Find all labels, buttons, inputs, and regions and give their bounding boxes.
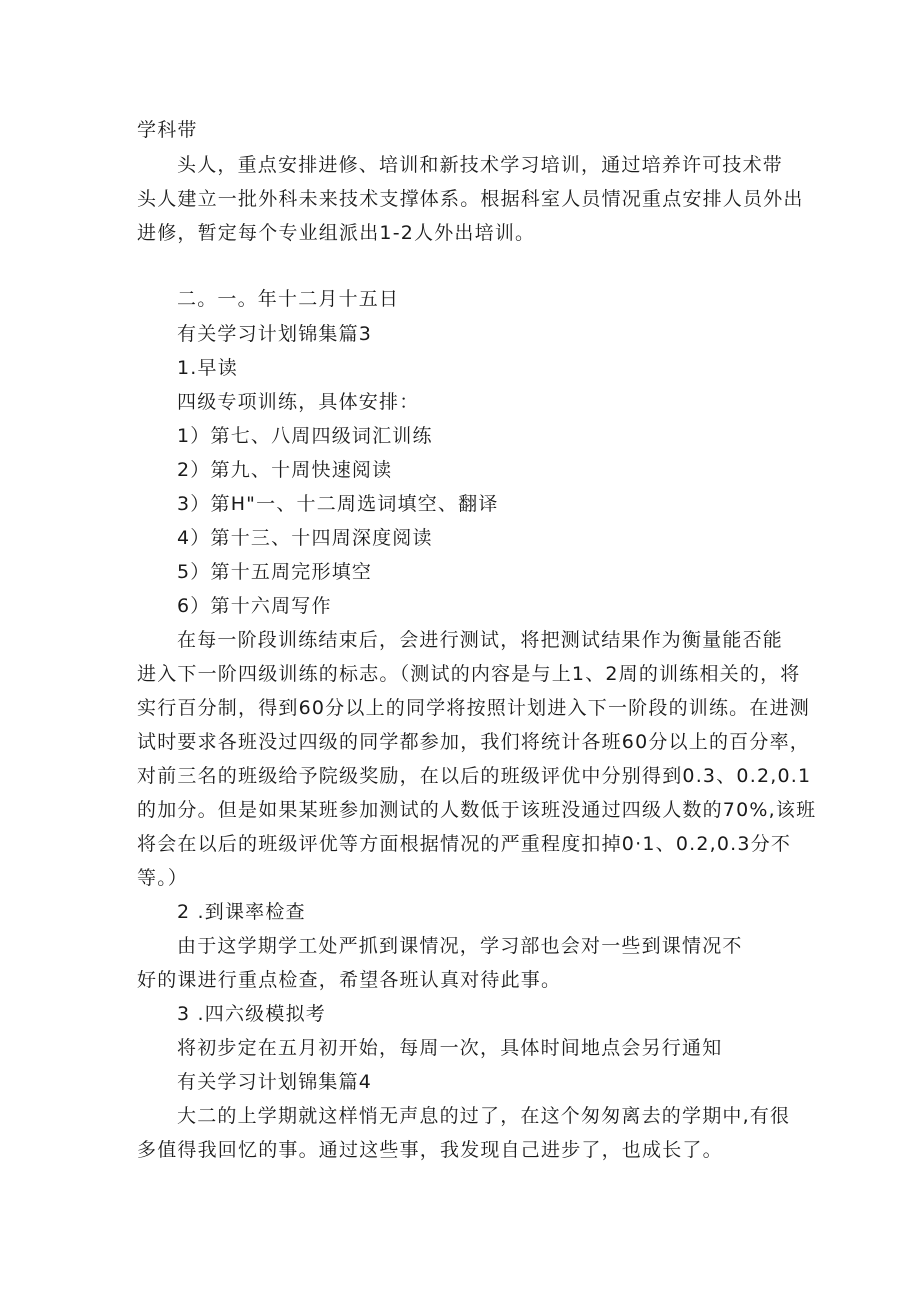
text-line-attendance-1: 由于这学期学工处严抓到课情况，学习部也会对一些到课情况不 — [177, 935, 743, 957]
text-line-attendance-2: 好的课进行重点检查，希望各班认真对待此事。 — [137, 969, 562, 991]
section-heading-4: 有关学习计划锦集篇4 — [177, 1071, 373, 1093]
text-line-test-3: 实行百分制，得到60分以上的同学将按照计划进入下一阶段的训练。在进测 — [137, 697, 810, 719]
subheading-mock-exam: 3 .四六级模拟考 — [177, 1003, 326, 1025]
list-item: 5）第十五周完形填空 — [177, 561, 373, 583]
date-line: 二。一。年十二月十五日 — [177, 288, 400, 310]
subheading-morning-read: 1.早读 — [177, 357, 238, 379]
list-item: 4）第十三、十四周深度阅读 — [177, 527, 433, 549]
list-item: 6）第十六周写作 — [177, 595, 332, 617]
text-line-intro-2: 头人，重点安排进修、培训和新技术学习培训，通过培养许可技术带 — [177, 154, 784, 176]
text-line-plan: 四级专项训练，具体安排： — [177, 391, 420, 413]
text-line-test-6: 的加分。但是如果某班参加测试的人数低于该班没通过四级人数的70%,该班 — [137, 799, 817, 821]
list-item: 1）第七、八周四级词汇训练 — [177, 425, 433, 447]
text-line-test-2: 进入下一阶四级训练的标志。（测试的内容是与上1、2周的训练相关的，将 — [137, 663, 801, 685]
list-item: 2）第九、十周快速阅读 — [177, 459, 393, 481]
text-line-test-7: 将会在以后的班级评优等方面根据情况的严重程度扣掉0·1、0.2,0.3分不 — [137, 833, 792, 855]
list-item: 3）第H"一、十二周选词填空、翻译 — [177, 493, 499, 515]
text-line-mock-exam: 将初步定在五月初开始，每周一次，具体时间地点会另行通知 — [177, 1037, 723, 1059]
text-line-test-1: 在每一阶段训练结束后，会进行测试，将把测试结果作为衡量能否能 — [177, 629, 784, 651]
text-line-intro-1: 学科带 — [137, 119, 198, 141]
text-line-final-1: 大二的上学期就这样悄无声息的过了，在这个匆匆离去的学期中,有很 — [177, 1105, 791, 1127]
text-line-test-5: 对前三名的班级给予院级奖励，在以后的班级评优中分别得到0.3、0.2,0.1 — [137, 765, 812, 787]
text-line-test-8: 等。） — [137, 867, 189, 889]
text-line-intro-4: 进修，暂定每个专业组派出1-2人外出培训。 — [137, 222, 536, 244]
text-line-final-2: 多值得我回忆的事。通过这些事，我发现自己进步了，也成长了。 — [137, 1139, 723, 1161]
text-line-test-4: 试时要求各班没过四级的同学都参加，我们将统计各班60分以上的百分率， — [137, 731, 810, 753]
section-heading-3: 有关学习计划锦集篇3 — [177, 323, 373, 345]
subheading-attendance: 2 .到课率检查 — [177, 901, 306, 923]
text-line-intro-3: 头人建立一批外科未来技术支撑体系。根据科室人员情况重点安排人员外出 — [137, 188, 804, 210]
